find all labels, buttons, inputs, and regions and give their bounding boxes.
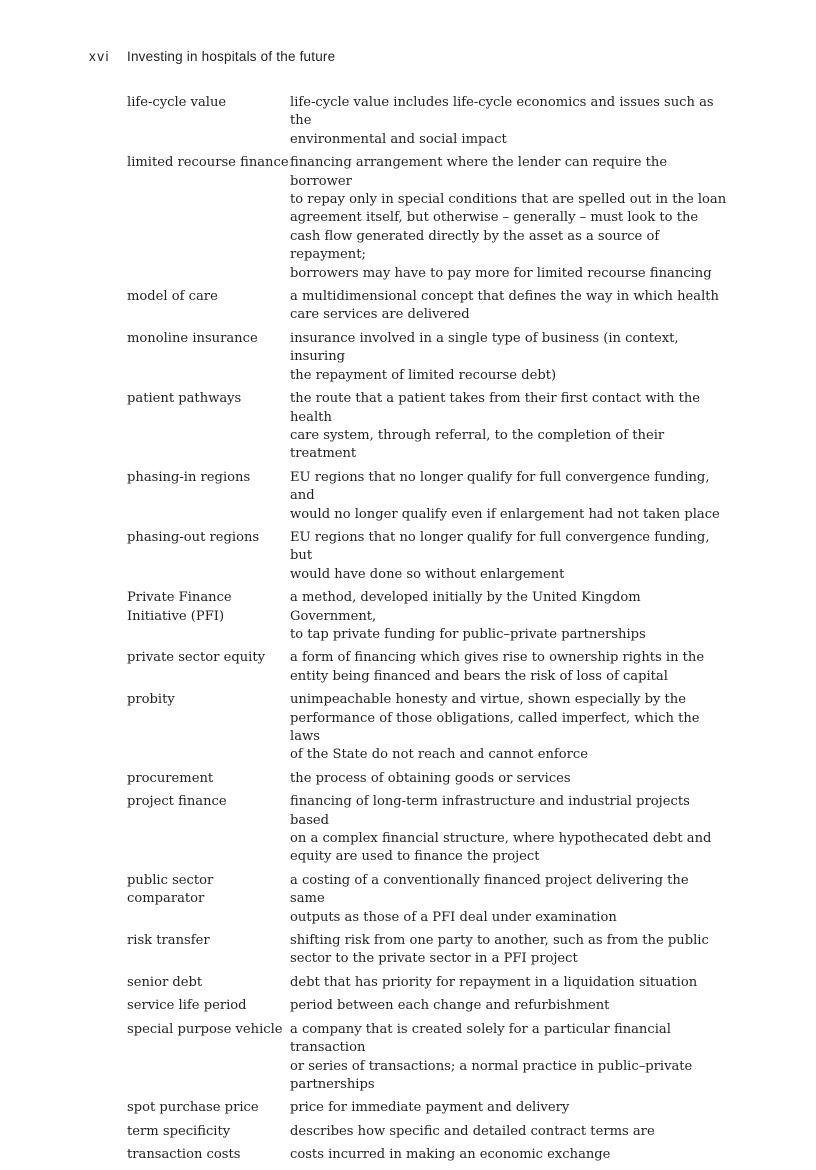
- glossary-definition: period between each change and refurbishment: [290, 998, 610, 1014]
- glossary-term: monoline insurance: [127, 330, 258, 346]
- glossary-definition: financing of long-term infrastructure and industrial projects based on a complex financial structure, where hypothecated debt and equity are used to finance the project: [290, 794, 712, 865]
- glossary-definition: shifting risk from one party to another, such as from the public sector to the private sector in a PFI project: [290, 933, 709, 967]
- glossary-definition: a multidimensional concept that defines the way in which health care services are delivered: [290, 289, 719, 323]
- glossary-entry: [127, 1123, 727, 1146]
- glossary-term: private sector equity: [127, 650, 265, 666]
- glossary-entry: [127, 94, 727, 154]
- glossary-term: phasing-out regions: [127, 529, 260, 545]
- glossary-entry: [127, 589, 727, 649]
- glossary-term: limited recourse finance: [127, 155, 289, 171]
- glossary-entry: [127, 469, 727, 529]
- glossary-definition: EU regions that no longer qualify for full convergence funding, but would have done so without enlargement: [290, 529, 710, 582]
- glossary-definition: life-cycle value includes life-cycle economics and issues such as the environmental and social impact: [290, 95, 714, 147]
- glossary-definition: describes how specific and detailed contract terms are: [290, 1123, 655, 1139]
- glossary-entry: [127, 390, 727, 469]
- glossary-entry: [127, 288, 727, 330]
- glossary-entry: [127, 872, 727, 932]
- glossary-term: phasing-in regions: [127, 469, 251, 485]
- glossary-entry: [127, 330, 727, 390]
- glossary-term: patient pathways: [127, 391, 242, 407]
- glossary-term: procurement: [127, 770, 214, 786]
- glossary-definition: unimpeachable honesty and virtue, shown especially by the performance of those obligations, called imperfect, which the laws of the State do not reach and cannot enforce: [290, 692, 700, 763]
- glossary-definition: debt that has priority for repayment in a liquidation situation: [290, 974, 698, 990]
- glossary-entry: [127, 1021, 727, 1100]
- glossary-term: transaction costs: [127, 1147, 241, 1163]
- glossary-list: [127, 94, 727, 1170]
- glossary-definition: a company that is created solely for a particular financial transaction or series of transactions; a normal practice in public–private partnerships: [290, 1021, 693, 1092]
- glossary-term: service life period: [127, 998, 247, 1014]
- glossary-term: model of care: [127, 289, 218, 305]
- glossary-term: probity: [127, 692, 175, 708]
- book-title: Investing in hospitals of the future: [127, 49, 336, 64]
- page-number: xvi: [89, 49, 110, 64]
- glossary-definition: financing arrangement where the lender can require the borrower to repay only in special conditions that are spelled out in the loan agreement itself, but otherwise – generally – must look to the cash flow generated directly by the asset as a source of repayment; borrowers may have to pay more for limited recourse financing: [290, 155, 727, 281]
- glossary-term: special purpose vehicle: [127, 1021, 283, 1037]
- glossary-definition: costs incurred in making an economic exchange: [290, 1147, 611, 1163]
- glossary-definition: a method, developed initially by the United Kingdom Government, to tap private funding for public–private partnerships: [290, 590, 646, 642]
- glossary-entry: [127, 529, 727, 589]
- glossary-term: Private Finance Initiative (PFI): [127, 590, 232, 624]
- running-head: [89, 49, 335, 64]
- glossary-entry: [127, 770, 727, 793]
- glossary-entry: [127, 932, 727, 974]
- glossary-term: term specificity: [127, 1123, 231, 1139]
- glossary-entry: [127, 649, 727, 691]
- glossary-entry: [127, 1099, 727, 1122]
- glossary-definition: insurance involved in a single type of business (in context, insuring the repayment of limited recourse debt): [290, 330, 679, 383]
- glossary-term: life-cycle value: [127, 95, 227, 110]
- glossary-definition: the route that a patient takes from their first contact with the health care system, through referral, to the completion of their treatment: [290, 391, 701, 462]
- glossary-entry: [127, 974, 727, 997]
- glossary-definition: a costing of a conventionally financed project delivering the same outputs as those of a PFI deal under examination: [290, 872, 689, 925]
- glossary-definition: the process of obtaining goods or services: [290, 770, 571, 786]
- glossary-definition: a form of financing which gives rise to ownership rights in the entity being financed and bears the risk of loss of capital: [290, 650, 705, 684]
- glossary-entry: [127, 154, 727, 288]
- glossary-definition: price for immediate payment and delivery: [290, 1100, 570, 1116]
- glossary-entry: [127, 1146, 727, 1169]
- glossary-definition: EU regions that no longer qualify for full convergence funding, and would no longer qualify even if enlargement had not taken place: [290, 469, 720, 522]
- glossary-entry: [127, 997, 727, 1020]
- glossary-term: senior debt: [127, 974, 203, 990]
- glossary-term: public sector comparator: [127, 872, 214, 907]
- glossary-term: risk transfer: [127, 933, 210, 949]
- glossary-entry: [127, 793, 727, 872]
- glossary-entry: [127, 691, 727, 770]
- glossary-term: spot purchase price: [127, 1100, 259, 1116]
- glossary-term: project finance: [127, 794, 227, 810]
